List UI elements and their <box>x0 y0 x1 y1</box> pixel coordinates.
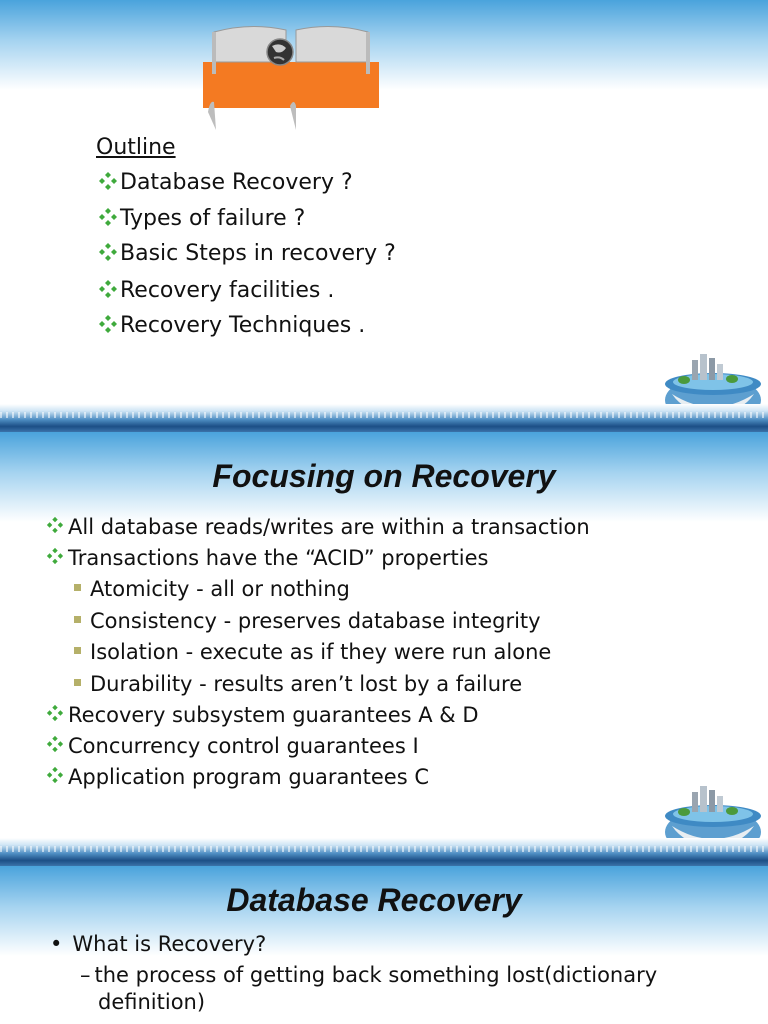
list-item-continuation: definition) <box>98 990 206 1014</box>
outline-heading: Outline <box>96 135 176 160</box>
list-item: Basic Steps in recovery ? <box>98 241 396 266</box>
diamond-bullet-icon <box>98 279 118 299</box>
list-item: Consistency - preserves database integrity <box>74 609 541 633</box>
list-item: Recovery subsystem guarantees A & D <box>46 703 479 727</box>
square-bullet-icon <box>74 647 81 654</box>
list-item: Concurrency control guarantees I <box>46 734 419 758</box>
slide-title: Database Recovery <box>226 882 522 918</box>
list-item: Atomicity - all or nothing <box>74 577 350 601</box>
list-item: Database Recovery ? <box>98 170 353 195</box>
square-bullet-icon <box>74 616 81 623</box>
slide-focusing-on-recovery <box>0 432 768 866</box>
list-item: Durability - results aren’t lost by a failure <box>74 672 522 696</box>
list-item: Isolation - execute as if they were run alone <box>74 640 551 664</box>
slide-footer-band <box>0 838 768 866</box>
list-item: – the process of getting back something lost(dictionary <box>80 963 658 987</box>
slide-footer-band <box>0 404 768 432</box>
diamond-bullet-icon <box>98 207 118 227</box>
list-item: Application program guarantees C <box>46 765 429 789</box>
list-item: Transactions have the “ACID” properties <box>46 546 488 570</box>
list-item: Types of failure ? <box>98 206 305 231</box>
slide-outline <box>0 0 768 432</box>
diamond-bullet-icon <box>46 704 66 724</box>
square-bullet-icon <box>74 679 81 686</box>
list-item: Recovery Techniques . <box>98 313 365 338</box>
diamond-bullet-icon <box>46 547 66 567</box>
diamond-bullet-icon <box>98 242 118 262</box>
diamond-bullet-icon <box>46 766 66 786</box>
bullet-dot-icon: • <box>50 932 63 956</box>
diamond-bullet-icon <box>46 735 66 755</box>
list-item: • What is Recovery? <box>50 932 267 956</box>
list-item: All database reads/writes are within a transaction <box>46 515 590 539</box>
diamond-bullet-icon <box>46 516 66 536</box>
list-item: Recovery facilities . <box>98 278 334 303</box>
diamond-bullet-icon <box>98 314 118 334</box>
book-globe-icon <box>200 22 382 134</box>
diamond-bullet-icon <box>98 171 118 191</box>
dash-bullet-icon: – <box>80 963 91 987</box>
square-bullet-icon <box>74 584 81 591</box>
slide-header-gradient <box>0 0 768 90</box>
slide-database-recovery <box>0 866 768 1024</box>
slide-title: Focusing on Recovery <box>212 458 556 494</box>
